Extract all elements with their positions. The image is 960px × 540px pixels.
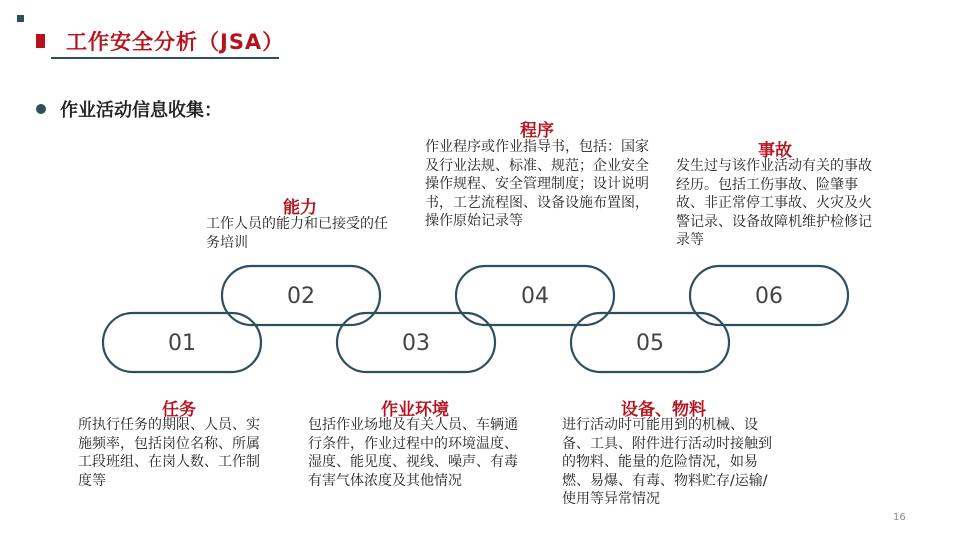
step-03-heading: 作业环境 [381,400,449,420]
step-06-heading: 事故 [758,141,792,161]
step-04-text: 作业程序或作业指导书，包括：国家及行业法规、标准、规范；企业安全操作规程、安全管理制度；设计说明书，工艺流程图、设备设施布置图，操作原始记录等 [425,139,649,229]
node-number-01: 01 [168,331,196,356]
step-01-heading: 任务 [162,400,196,420]
step-03-text: 包括作业场地及有关人员、车辆通行条件，作业过程中的环境温度、湿度、能见度、视线、噪声、有毒有害气体浓度及其他情况 [308,417,518,489]
node-number-03: 03 [402,331,430,356]
step-02-text: 工作人员的能力和已接受的任务培训 [206,216,388,251]
page-title: 工作安全分析（JSA） [66,30,285,54]
node-number-05: 05 [636,331,664,356]
page-number: 16 [893,512,906,523]
step-04-heading: 程序 [520,121,554,141]
step-05-text: 进行活动时可能用到的机械、设备、工具、附件进行活动时接触到的物料、能量的危险情况，如易燃、易爆、有毒、物料贮存/运输/使用等异常情况 [562,417,772,507]
node-number-06: 06 [755,284,783,309]
step-01-text: 所执行任务的期限、人员、实施频率，包括岗位名称、所属工段班组、在岗人数、工作制度等 [78,417,260,489]
step-06-text: 发生过与该作业活动有关的事故经历。包括工伤事故、险肇事故、非正常停工事故、火灾及火警记录、设备故障机维护检修记录等 [676,158,872,248]
node-number-04: 04 [521,284,549,309]
node-number-02: 02 [287,284,315,309]
step-02-heading: 能力 [283,198,317,218]
section-subtitle: 作业活动信息收集： [60,100,222,121]
step-05-heading: 设备、物料 [621,400,706,420]
